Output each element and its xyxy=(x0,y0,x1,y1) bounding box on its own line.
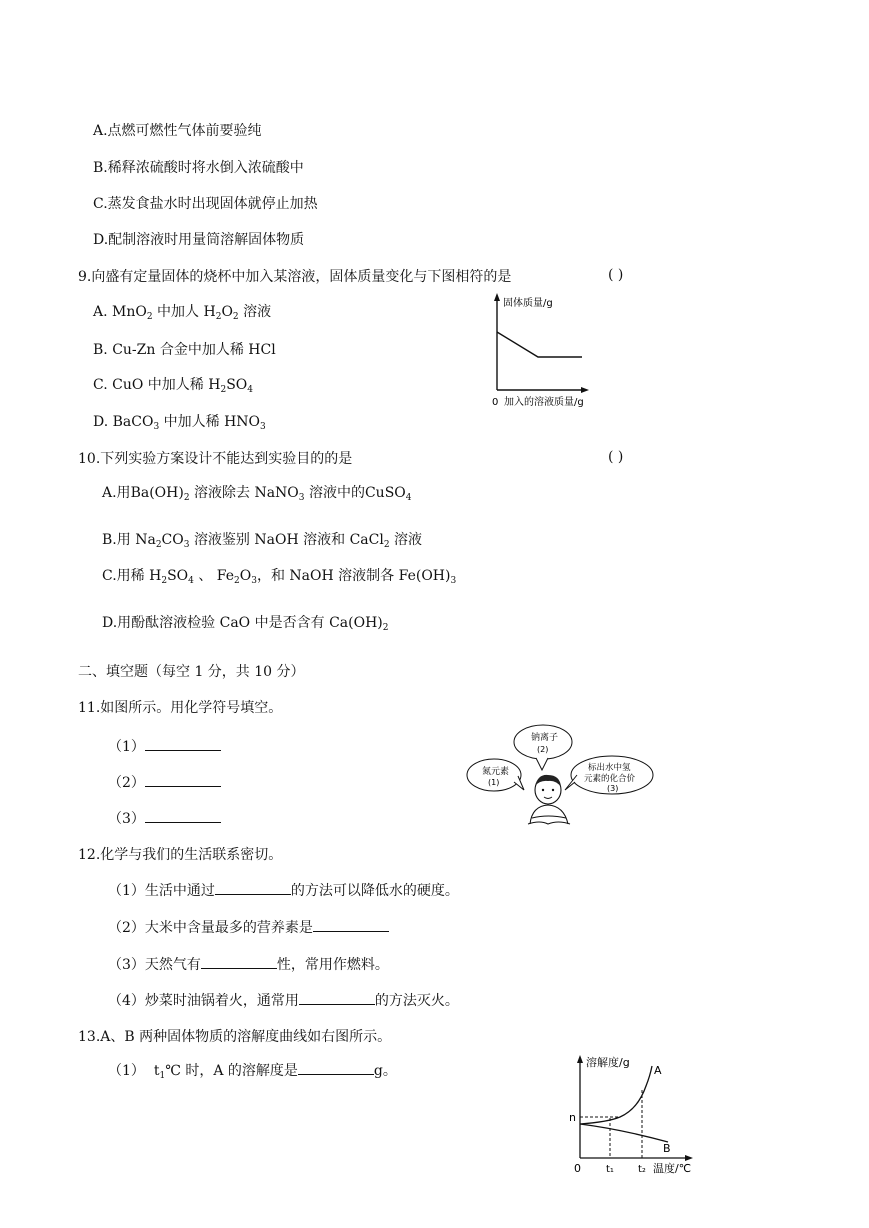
q9-y-label: 固体质量/g xyxy=(503,298,553,309)
section2-heading: 二、填空题（每空 1 分，共 10 分） xyxy=(78,664,305,680)
q13-curve-b-label: B xyxy=(663,1142,671,1155)
q9-x-label: 加入的溶液质量/g xyxy=(504,397,584,408)
q8-option-c: C.蒸发食盐水时出现固体就停止加热 xyxy=(93,196,318,212)
q11-blank-3[interactable] xyxy=(145,808,221,823)
q11-item-2: （2） xyxy=(108,772,221,793)
q13-n-label: n xyxy=(569,1111,576,1124)
boy-body xyxy=(530,805,568,824)
q12-blank-4[interactable] xyxy=(299,990,375,1005)
q13-x-arrow xyxy=(685,1155,693,1161)
bubble-right-text-2: 元素的化合价 xyxy=(584,774,636,784)
q13-solubility-graph xyxy=(560,1046,710,1178)
q13-y-label: 溶解度/g xyxy=(586,1056,630,1069)
q13-curve-a xyxy=(580,1066,652,1124)
q12-blank-2[interactable] xyxy=(313,917,389,932)
q10-option-c: C.用稀 $H_2SO_4$ 、 $Fe_2O_3$，和 NaOH 溶液制各 $Fe(OH)_3$ xyxy=(102,568,457,586)
bubble-top-text: 钠离子 xyxy=(531,733,559,743)
q13-y-arrow xyxy=(577,1055,583,1063)
q10-option-d: D.用酚酞溶液检验 CaO 中是否含有 $Ca(OH)_2$ xyxy=(102,615,389,633)
q13-t1-label: t₁ xyxy=(606,1164,614,1175)
q11-boy-illustration xyxy=(462,720,688,830)
q12-blank-1[interactable] xyxy=(215,880,291,895)
q10-stem: 10.下列实验方案设计不能达到实验目的的是 xyxy=(78,451,353,467)
q12-item-3: （3）天然气有 性，常用作燃料。 xyxy=(108,954,389,975)
q9-stem: 9.向盛有定量固体的烧杯中加入某溶液，固体质量变化与下图相符的是 xyxy=(78,269,512,285)
bubble-left-text: 氮元素 xyxy=(482,767,510,777)
q12-blank-3[interactable] xyxy=(201,954,277,969)
bubble-top-num: (2) xyxy=(537,745,549,754)
q10-option-a: A.用$Ba(OH)_2$ 溶液除去 NaNO$_3$ 溶液中的CuSO$_4$ xyxy=(102,485,412,503)
q13-curve-b xyxy=(580,1124,668,1142)
q8-option-d: D.配制溶液时用量筒溶解固体物质 xyxy=(93,232,305,248)
q11-item-1: （1） xyxy=(108,736,221,757)
bubble-left-num: (1) xyxy=(488,778,500,787)
q13-t2-label: t₂ xyxy=(638,1164,646,1175)
q12-stem: 12.化学与我们的生活联系密切。 xyxy=(78,847,283,863)
q10-option-b: B.用 $Na_2CO_3$ 溶液鉴别 NaOH 溶液和 CaCl$_2$ 溶液 xyxy=(102,532,423,550)
q13-item-1: （1） $t_1℃$ 时，A 的溶解度是 g。 xyxy=(108,1060,397,1086)
q9-option-a: A. MnO$_2$ 中加人 $H_2O_2$ 溶液 xyxy=(93,304,272,322)
q11-item-3: （3） xyxy=(108,808,221,829)
q9-y-arrow xyxy=(494,293,500,301)
q13-x-label: 温度/℃ xyxy=(653,1162,692,1175)
q13-origin: 0 xyxy=(574,1162,581,1175)
q8-option-a: A.点燃可燃性气体前要验纯 xyxy=(93,123,262,139)
q11-blank-1[interactable] xyxy=(145,736,221,751)
q12-item-4: （4）炒菜时油锅着火，通常用 的方法灭火。 xyxy=(108,990,459,1011)
q9-option-d: D. BaCO$_3$ 中加人稀 $HNO_3$ xyxy=(93,414,266,432)
bubble-right-text-1: 标出水中氢 xyxy=(588,763,631,773)
q13-curve-a-label: A xyxy=(654,1064,662,1077)
q8-option-b: B.稀释浓硫酸时将水倒入浓硫酸中 xyxy=(93,160,304,176)
q9-x-arrow xyxy=(581,387,589,393)
q12-item-2: （2）大米中含量最多的营养素是 xyxy=(108,917,389,938)
q9-mass-curve xyxy=(497,332,582,357)
q9-origin: 0 xyxy=(492,397,499,408)
q9-option-b: B. Cu-Zn 合金中加人稀 HCl xyxy=(93,342,276,358)
q11-blank-2[interactable] xyxy=(145,772,221,787)
q10-answer-paren: ( ) xyxy=(608,449,624,465)
q11-stem: 11.如图所示。用化学符号填空。 xyxy=(78,700,283,716)
q9-mass-graph xyxy=(488,290,613,412)
q9-option-c: C. CuO 中加人稀 $H_2SO_4$ xyxy=(93,377,253,395)
bubble-right-num: (3) xyxy=(607,784,619,793)
q13-blank-1[interactable] xyxy=(298,1060,374,1075)
q13-stem: 13.A、B 两种固体物质的溶解度曲线如右图所示。 xyxy=(78,1029,392,1045)
q12-item-1: （1）生活中通过 的方法可以降低水的硬度。 xyxy=(108,880,459,901)
q9-answer-paren: ( ) xyxy=(608,267,624,283)
